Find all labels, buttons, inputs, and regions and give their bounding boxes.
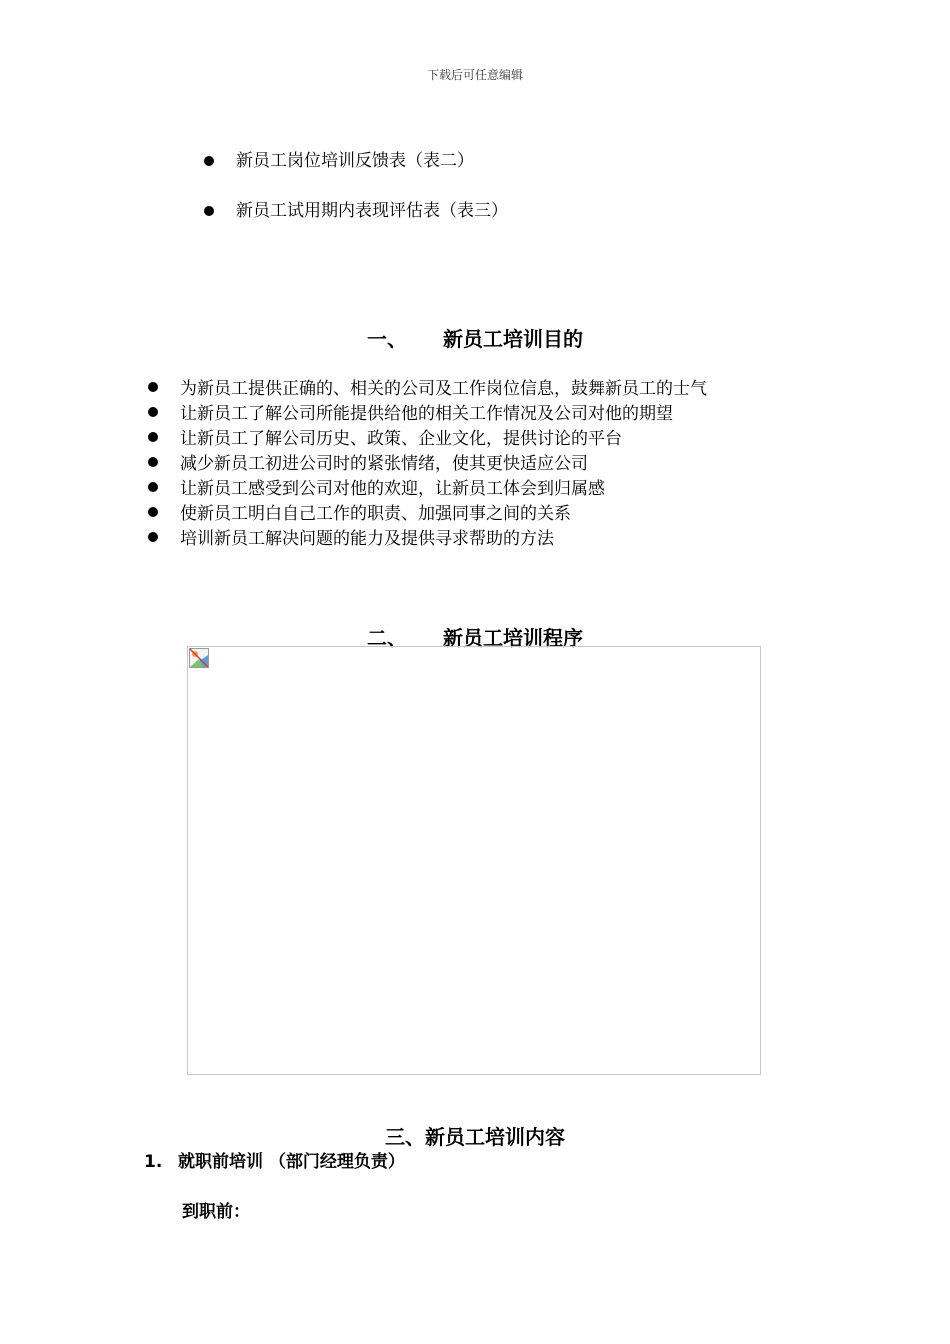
page-header: 下载后可任意编辑: [426, 68, 523, 82]
section-3-subheading-1: [144, 1147, 405, 1172]
section-1-number: 一、: [367, 327, 407, 351]
bullet-icon: [148, 407, 158, 417]
list-item-text: 让新员工感受到公司对他的欢迎，让新员工体会到归属感: [180, 479, 605, 499]
bullet-icon: [204, 206, 214, 216]
list-item: [144, 449, 707, 474]
list-item-text: 新员工试用期内表现评估表（表三）: [236, 201, 508, 221]
list-item-text: 新员工岗位培训反馈表（表二）: [236, 151, 474, 171]
broken-image-icon: [189, 648, 209, 668]
list-item-text: 让新员工了解公司所能提供给他的相关工作情况及公司对他的期望: [180, 404, 673, 424]
list-item: [200, 150, 508, 200]
training-procedure-image: [187, 646, 761, 1075]
bullet-icon: [148, 482, 158, 492]
list-item-text: 培训新员工解决问题的能力及提供寻求帮助的方法: [180, 529, 554, 549]
subheading-text: 就职前培训 （部门经理负责）: [178, 1152, 405, 1172]
list-item-text: 为新员工提供正确的、相关的公司及工作岗位信息，鼓舞新员工的士气: [180, 379, 707, 399]
bullet-icon: [148, 532, 158, 542]
section-1-title: 新员工培训目的: [443, 327, 583, 351]
section-3-heading: 三、新员工培训内容: [385, 1125, 565, 1149]
subheading-number: 1.: [144, 1152, 163, 1172]
section-2-title: 新员工培训程序: [443, 626, 583, 650]
list-item-text: 减少新员工初进公司时的紧张情绪，使其更快适应公司: [180, 454, 588, 474]
section-1-heading: [0, 323, 950, 352]
section-2-number: 二、: [367, 626, 407, 650]
list-item-text: 让新员工了解公司历史、政策、企业文化，提供讨论的平台: [180, 429, 622, 449]
list-item: [144, 499, 707, 524]
list-item: [144, 424, 707, 449]
section-3-subheading-2: 到职前：: [182, 1202, 250, 1222]
bullet-icon: [148, 507, 158, 517]
bullet-icon: [148, 457, 158, 467]
bullet-icon: [204, 156, 214, 166]
bullet-icon: [148, 432, 158, 442]
forms-list: [200, 150, 508, 250]
list-item: [200, 200, 508, 250]
bullet-icon: [148, 382, 158, 392]
list-item: [144, 399, 707, 424]
list-item: [144, 474, 707, 499]
training-purpose-list: [144, 374, 707, 549]
list-item: [144, 524, 707, 549]
list-item-text: 使新员工明白自己工作的职责、加强同事之间的关系: [180, 504, 571, 524]
list-item: [144, 374, 707, 399]
